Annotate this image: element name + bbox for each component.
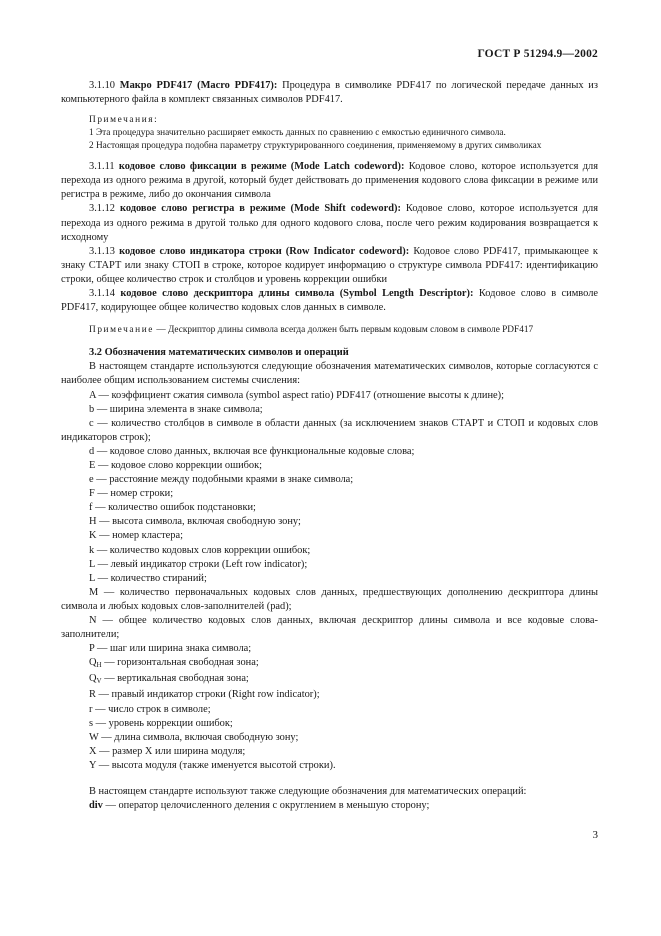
symbol-description: — вертикальная свободная зона; xyxy=(104,673,249,685)
operation-symbol: div xyxy=(89,800,103,812)
symbol-letter: d xyxy=(89,445,95,457)
definition-3-1-10 xyxy=(61,79,598,107)
definition-number: 3.1.10 xyxy=(89,80,115,91)
symbol-letter: Q xyxy=(89,673,97,685)
symbol-item xyxy=(61,731,598,745)
definition-text: Кодовое слово PDF417, примыкающее к знаку СТАРТ или знаку СТОП в строке, которое кодирует информацию о структуре символа PDF417: идентификацию строки, общее количество строк и столбцов и уровень коррекции ошибки xyxy=(61,245,598,285)
symbol-letter: e xyxy=(89,474,94,486)
symbol-letter: H xyxy=(89,516,97,528)
symbol-letter: W xyxy=(89,731,99,743)
symbol-item xyxy=(61,445,598,459)
symbol-letter: s xyxy=(89,717,94,729)
symbol-description: — расстояние между подобными краями в знаке символа; xyxy=(96,474,354,486)
definition-number: 3.1.14 xyxy=(89,288,115,300)
symbol-description: — количество стираний; xyxy=(97,572,207,584)
symbol-description: — количество столбцов в символе в области данных (за исключением знаков СТАРТ и СТОП и кодовых слов индикаторов строк); xyxy=(61,417,598,443)
definition-term: кодовое слово индикатора строки (Row Indicator codeword): xyxy=(119,245,410,257)
symbol-letter: N xyxy=(89,615,97,626)
symbol-item xyxy=(61,672,598,688)
symbol-letter: A xyxy=(89,389,96,401)
symbol-item xyxy=(61,688,598,702)
symbol-description: — кодовое слово данных, включая все функциональные кодовые слова; xyxy=(96,445,415,457)
note-item: 2 Настоящая процедура подобна параметру структурированного соединения, применяемому в других символиках xyxy=(89,141,542,152)
section-intro: В настоящем стандарте используются следующие обозначения математических символов, которые согласуются с наиболее общим использованием системы счисления: xyxy=(61,361,598,387)
definition-text: Кодовое слово в символе PDF417, кодирующее общее количество кодовых слов данных в символе. xyxy=(61,288,598,314)
symbol-description: — шаг или ширина знака символа; xyxy=(97,643,252,655)
definition-text: Кодовое слово, которое используется для перехода из одного режима в другой, который будет действовать до применения кодового слова фиксации в режиме или регистра в режиме, либо до окончания символа xyxy=(61,161,598,201)
symbol-item xyxy=(61,403,598,417)
symbol-description: — количество первоначальных кодовых слов данных, предшествующих дополнению дескриптора длины символа и любых кодовых слов-заполнителей (pad); xyxy=(61,586,598,612)
symbol-letter: r xyxy=(89,703,93,715)
definition-text: Процедура в символике PDF417 по логической передаче данных из компьютерного файла в комплект связанных символов PDF417. xyxy=(61,80,598,106)
symbol-description: — высота символа, включая свободную зону; xyxy=(99,516,301,528)
symbol-description: — номер кластера; xyxy=(99,530,183,542)
symbol-item xyxy=(61,459,598,473)
definition-3-1-12 xyxy=(61,202,598,244)
symbol-letter: P xyxy=(89,643,95,655)
page-content xyxy=(61,79,598,813)
symbol-letter: L xyxy=(89,572,95,584)
definition-text: Кодовое слово, которое используется для перехода из одного режима в другой только для одного кодового слова, после чего режим кодирования возвращается к исходному xyxy=(61,203,598,243)
definition-3-1-13 xyxy=(61,245,598,287)
symbol-letter: R xyxy=(89,689,96,701)
symbol-item xyxy=(61,501,598,515)
symbol-letter: Y xyxy=(89,759,97,771)
symbol-description: — номер строки; xyxy=(97,488,174,500)
symbol-item xyxy=(61,473,598,487)
symbol-item xyxy=(61,515,598,529)
symbol-item xyxy=(61,389,598,403)
symbol-description: — общее количество кодовых слов данных, включая дескриптор длины символа и все кодовые слова-заполнители; xyxy=(61,615,598,641)
notes-heading: Примечания: xyxy=(89,115,159,126)
symbol-description: — горизонтальная свободная зона; xyxy=(104,657,259,669)
symbol-letter: E xyxy=(89,459,96,471)
symbol-item xyxy=(61,544,598,558)
symbol-item xyxy=(61,572,598,586)
symbol-letter: c xyxy=(89,417,94,429)
symbol-item xyxy=(61,656,598,672)
symbol-description: — количество ошибок подстановки; xyxy=(95,502,256,514)
symbol-item xyxy=(61,586,598,614)
symbol-letter: M xyxy=(89,586,99,598)
symbol-description: — длина символа, включая свободную зону; xyxy=(101,731,299,743)
symbol-letter: Q xyxy=(89,657,97,669)
symbol-description: — число строк в символе; xyxy=(95,703,211,715)
operation-item xyxy=(61,799,598,813)
symbol-description: — высота модуля (также именуется высотой строки). xyxy=(98,759,336,771)
symbol-description: — размер X или ширина модуля; xyxy=(99,745,246,757)
symbol-letter: F xyxy=(89,488,95,500)
symbol-item xyxy=(61,703,598,717)
definition-term: кодовое слово дескриптора длины символа (Symbol Length Descriptor): xyxy=(120,288,474,300)
symbol-item xyxy=(61,529,598,543)
section-title: 3.2 Обозначения математических символов и операций xyxy=(89,347,349,359)
symbol-description: — ширина элемента в знаке символа; xyxy=(96,403,263,415)
note-heading: Примечание xyxy=(89,325,154,336)
symbol-item xyxy=(61,417,598,445)
symbol-letter: X xyxy=(89,745,97,757)
symbol-item xyxy=(61,759,598,773)
symbol-description: — правый индикатор строки (Right row indicator); xyxy=(98,689,320,701)
definition-3-1-11 xyxy=(61,160,598,202)
symbol-subscript: V xyxy=(96,677,102,686)
definition-3-1-14 xyxy=(61,287,598,315)
note-text: — Дескриптор длины символа всегда должен быть первым кодовым словом в символе PDF417 xyxy=(156,325,534,336)
symbol-item xyxy=(61,745,598,759)
symbol-item xyxy=(61,642,598,656)
symbol-letter: f xyxy=(89,502,93,514)
symbol-list xyxy=(61,389,598,774)
symbol-description: — коэффициент сжатия символа (symbol aspect ratio) PDF417 (отношение высоты к длине); xyxy=(98,389,505,401)
symbol-letter: k xyxy=(89,544,95,556)
operations-intro: В настоящем стандарте используют также следующие обозначения для математических операций: xyxy=(89,786,527,798)
definition-number: 3.1.11 xyxy=(89,161,115,173)
symbol-letter: b xyxy=(89,403,95,415)
symbol-description: — левый индикатор строки (Left row indicator); xyxy=(97,558,308,570)
definition-term: кодовое слово фиксации в режиме (Mode Latch codeword): xyxy=(118,161,405,173)
symbol-item xyxy=(61,558,598,572)
definition-term: кодовое слово регистра в режиме (Mode Shift codeword): xyxy=(119,203,401,215)
definition-number: 3.1.13 xyxy=(89,245,115,257)
page-number: 3 xyxy=(592,829,598,841)
operation-text: — оператор целочисленного деления с округлением в меньшую сторону; xyxy=(105,800,430,812)
symbol-letter: L xyxy=(89,558,95,570)
note-single xyxy=(61,324,598,337)
symbol-letter: K xyxy=(89,530,97,542)
definition-number: 3.1.12 xyxy=(89,203,115,215)
symbol-description: — количество кодовых слов коррекции ошибок; xyxy=(96,544,311,556)
symbol-item xyxy=(61,614,598,642)
symbol-item xyxy=(61,487,598,501)
symbol-item xyxy=(61,717,598,731)
symbol-subscript: H xyxy=(96,661,102,670)
symbol-description: — уровень коррекции ошибок; xyxy=(95,717,233,729)
symbol-description: — кодовое слово коррекции ошибок; xyxy=(97,459,263,471)
note-item: 1 Эта процедура значительно расширяет емкость данных по сравнению с емкостью единичного символа. xyxy=(89,128,506,139)
standard-header: ГОСТ Р 51294.9—2002 xyxy=(477,48,598,60)
definition-term: Макро PDF417 (Macro PDF417): xyxy=(119,80,278,91)
